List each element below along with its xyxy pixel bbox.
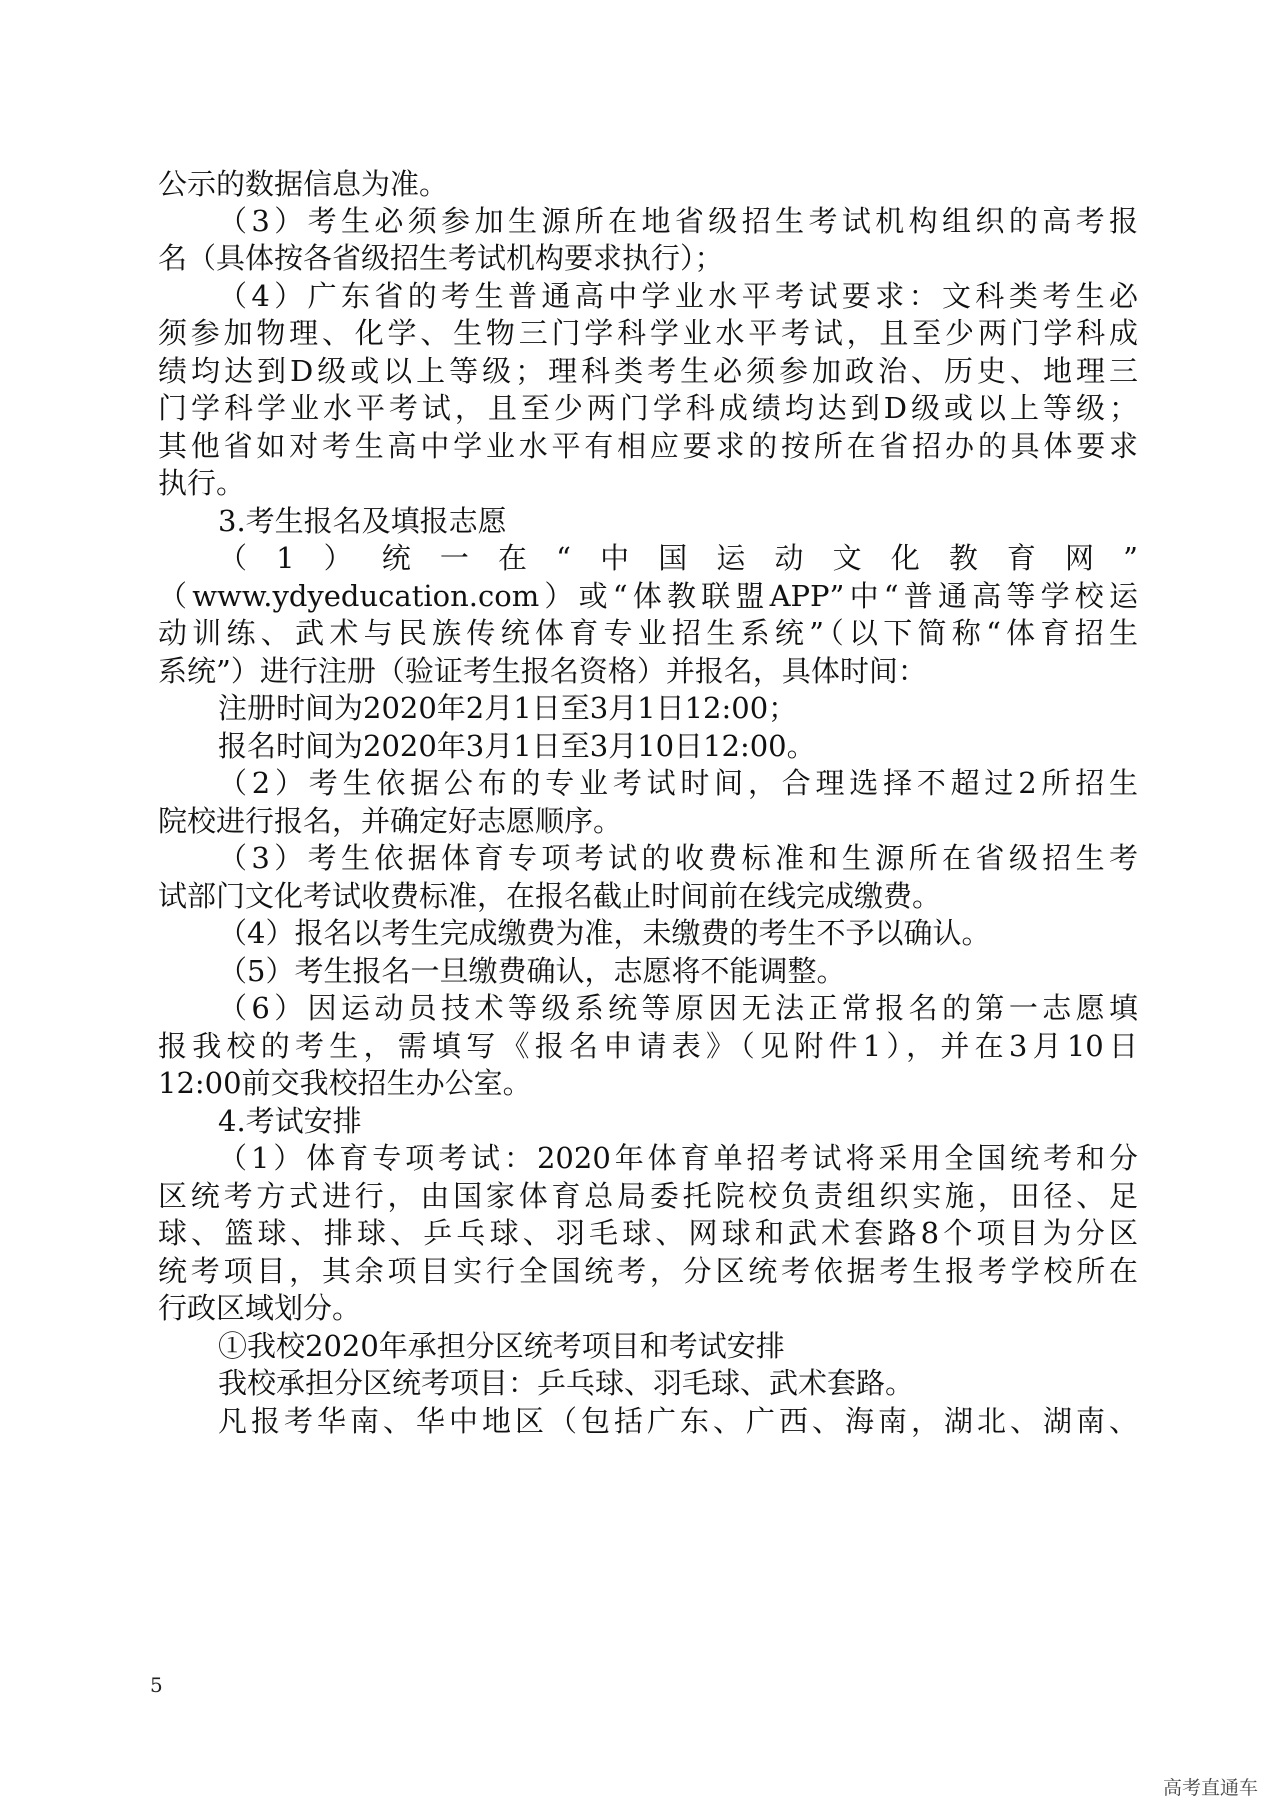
text-line: （2）考生依据公布的专业考试时间，合理选择不超过2所招生 [218, 766, 1138, 800]
text-line: 凡报考华南、华中地区（包括广东、广西、海南，湖北、湖南、 [218, 1404, 1138, 1438]
section-heading: 4.考试安排 [218, 1104, 362, 1138]
text-line: （www.ydyeducation.com）或“体教联盟APP”中“普通高等学校运 [158, 579, 1138, 613]
text-line: （1）统一在“中国运动文化教育网” [218, 541, 1138, 575]
text-line: 名（具体按各省级招生考试机构要求执行）； [158, 241, 724, 275]
text-line: 报名时间为2020年3月1日至3月10日12:00。 [218, 729, 816, 763]
text-line: 统考项目，其余项目实行全国统考，分区统考依据考生报考学校所在 [158, 1254, 1138, 1288]
text-line: （4）报名以考生完成缴费为准，未缴费的考生不予以确认。 [218, 916, 991, 950]
text-line: （1）体育专项考试：2020年体育单招考试将采用全国统考和分 [218, 1141, 1138, 1175]
text-line: 门学科学业水平考试，且至少两门学科成绩均达到D级或以上等级； [158, 391, 1138, 425]
text-line: 球、篮球、排球、乒乓球、羽毛球、网球和武术套路8个项目为分区 [158, 1216, 1138, 1250]
text-line: 12:00前交我校招生办公室。 [158, 1066, 532, 1100]
text-line: 报我校的考生，需填写《报名申请表》（见附件1），并在3月10日 [158, 1029, 1138, 1063]
text-line: （5）考生报名一旦缴费确认，志愿将不能调整。 [218, 954, 846, 988]
text-line: （3）考生必须参加生源所在地省级招生考试机构组织的高考报 [218, 204, 1138, 238]
text-line: 须参加物理、化学、生物三门学科学业水平考试，且至少两门学科成 [158, 316, 1138, 350]
section-heading: 3.考生报名及填报志愿 [218, 504, 507, 538]
text-line: 区统考方式进行，由国家体育总局委托院校负责组织实施，田径、足 [158, 1179, 1138, 1213]
text-line: （4）广东省的考生普通高中学业水平考试要求：文科类考生必 [218, 279, 1138, 313]
text-line: 其他省如对考生高中学业水平有相应要求的按所在省招办的具体要求 [158, 429, 1138, 463]
text-line: 系统”）进行注册（验证考生报名资格）并报名，具体时间： [158, 654, 927, 688]
subsection-heading: ①我校2020年承担分区统考项目和考试安排 [218, 1329, 785, 1363]
text-line: 试部门文化考试收费标准，在报名截止时间前在线完成缴费。 [158, 879, 942, 913]
text-line: （3）考生依据体育专项考试的收费标准和生源所在省级招生考 [218, 841, 1138, 875]
text-line: 行政区域划分。 [158, 1291, 362, 1325]
page-number: 5 [150, 1673, 163, 1697]
text-line: 执行。 [158, 466, 246, 500]
watermark-text: 高考直通车 [1162, 1777, 1258, 1799]
text-line: 公示的数据信息为准。 [158, 167, 449, 201]
text-line: 我校承担分区统考项目：乒乓球、羽毛球、武术套路。 [218, 1366, 915, 1400]
text-line: 动训练、武术与民族传统体育专业招生系统”（以下简称“体育招生 [158, 616, 1138, 650]
text-line: 绩均达到D级或以上等级；理科类考生必须参加政治、历史、地理三 [158, 354, 1138, 388]
text-line: 注册时间为2020年2月1日至3月1日12:00； [218, 691, 798, 725]
text-line: 院校进行报名，并确定好志愿顺序。 [158, 804, 623, 838]
text-line: （6）因运动员技术等级系统等原因无法正常报名的第一志愿填 [218, 991, 1138, 1025]
